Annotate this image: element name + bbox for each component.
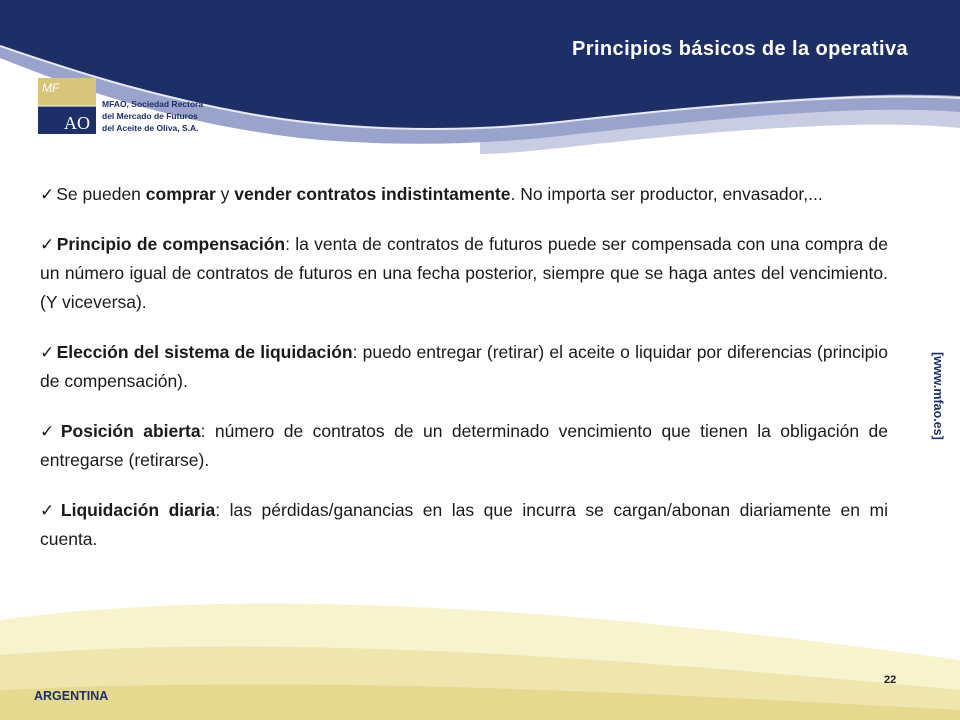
bullet-text: Se pueden [56,184,146,204]
logo-mark-top: MF [42,81,60,95]
bullet-text: : las pérdidas/ganancias en las que incurra se cargan/abonan diariamente en mi cuenta. [40,500,888,549]
logo-line: del Aceite de Oliva, S.A. [102,123,199,133]
checkmark-icon: ✓ [40,501,59,520]
bullet-emphasis: Elección del sistema de liquidación [56,342,353,362]
side-url-text: [www.mfao.es] [931,352,945,440]
logo-line: del Mercado de Futuros [102,111,198,121]
checkmark-icon: ✓ [40,343,55,362]
logo-company-name [102,98,203,134]
side-url [928,352,948,448]
checkmark-icon: ✓ [40,185,55,204]
bullet-text: y [215,184,235,204]
bullet-emphasis: Principio de compensación [56,234,286,254]
bullet-emphasis: Posición abierta [60,421,201,441]
bullet-emphasis: comprar [145,184,216,204]
logo-line: MFAO, Sociedad Rectora [102,99,204,109]
bullet-text: . No importa ser productor, envasador,... [510,184,823,204]
logo-mark-bottom: AO [64,113,90,133]
bullet-emphasis: Liquidación diaria [60,500,216,520]
bullet-text: : número de contratos de un determinado vencimiento que tienen la obligación de entregarse (retirarse). [40,421,889,470]
footer-label: ARGENTINA [34,689,109,703]
bullet-item [40,230,888,317]
bullet-text: : la venta de contratos de futuros puede ser compensada con una compra de un número igual de contratos de futuros en una fecha posterior, siempre que se haga antes del vencimiento. (Y viceversa). [40,234,889,312]
checkmark-icon: ✓ [40,422,59,441]
checkmark-icon: ✓ [40,235,55,254]
bullet-item [40,180,888,209]
bullet-item [40,496,888,554]
mfao-logo [38,78,208,138]
bullet-emphasis: vender contratos indistintamente [234,184,511,204]
page-number: 22 [884,674,897,686]
page-title: Principios básicos de la operativa [572,38,908,60]
bullet-item [40,417,888,475]
bullet-list [40,180,888,575]
bullet-item [40,338,888,396]
mfao-logo-mark [38,78,96,134]
bullet-text: : puedo entregar (retirar) el aceite o liquidar por diferencias (principio de compensación). [40,342,889,391]
